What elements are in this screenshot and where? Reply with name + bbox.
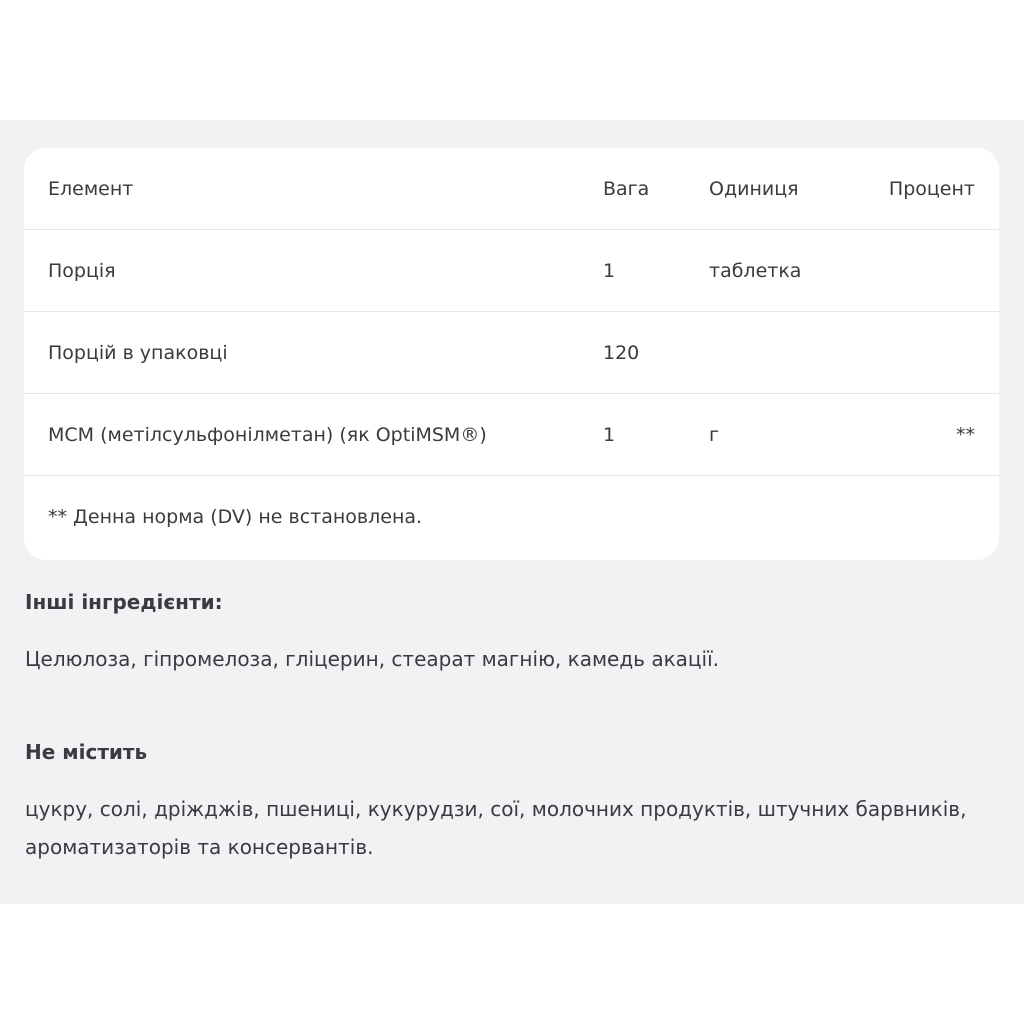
row-unit: таблетка bbox=[709, 260, 802, 282]
table-header-row bbox=[24, 148, 999, 230]
row-name: Порція bbox=[48, 260, 116, 282]
header-percent: Процент bbox=[888, 178, 975, 200]
row-weight: 1 bbox=[603, 260, 616, 282]
free-from-heading: Не містить bbox=[25, 740, 148, 764]
table-row bbox=[24, 230, 999, 312]
table-row bbox=[24, 394, 999, 476]
row-name: МСМ (метілсульфонілметан) (як OptiMSM®) bbox=[48, 424, 487, 446]
header-name: Елемент bbox=[48, 178, 134, 200]
table-footnote: ** Денна норма (DV) не встановлена. bbox=[48, 506, 423, 528]
header-weight: Вага bbox=[603, 178, 650, 200]
other-ingredients-heading: Інші інгредієнти: bbox=[25, 590, 223, 614]
row-weight: 120 bbox=[603, 342, 640, 364]
row-weight: 1 bbox=[603, 424, 616, 446]
supplement-facts-table bbox=[24, 148, 999, 560]
row-unit: г bbox=[709, 424, 719, 446]
header-unit: Одиниця bbox=[709, 178, 799, 200]
free-from-text: цукру, солі, дріжджів, пшениці, кукурудзи, сої, молочних продуктів, штучних барвників, ароматизаторів та консервантів. bbox=[25, 797, 967, 859]
table-row bbox=[24, 312, 999, 394]
row-percent: ** bbox=[956, 424, 975, 446]
row-name: Порцій в упаковці bbox=[48, 342, 228, 364]
table-footnote-row bbox=[24, 476, 999, 558]
other-ingredients-text: Целюлоза, гіпромелоза, гліцерин, стеарат магнію, камедь акації. bbox=[25, 647, 719, 671]
supplement-facts-section bbox=[0, 120, 1024, 904]
